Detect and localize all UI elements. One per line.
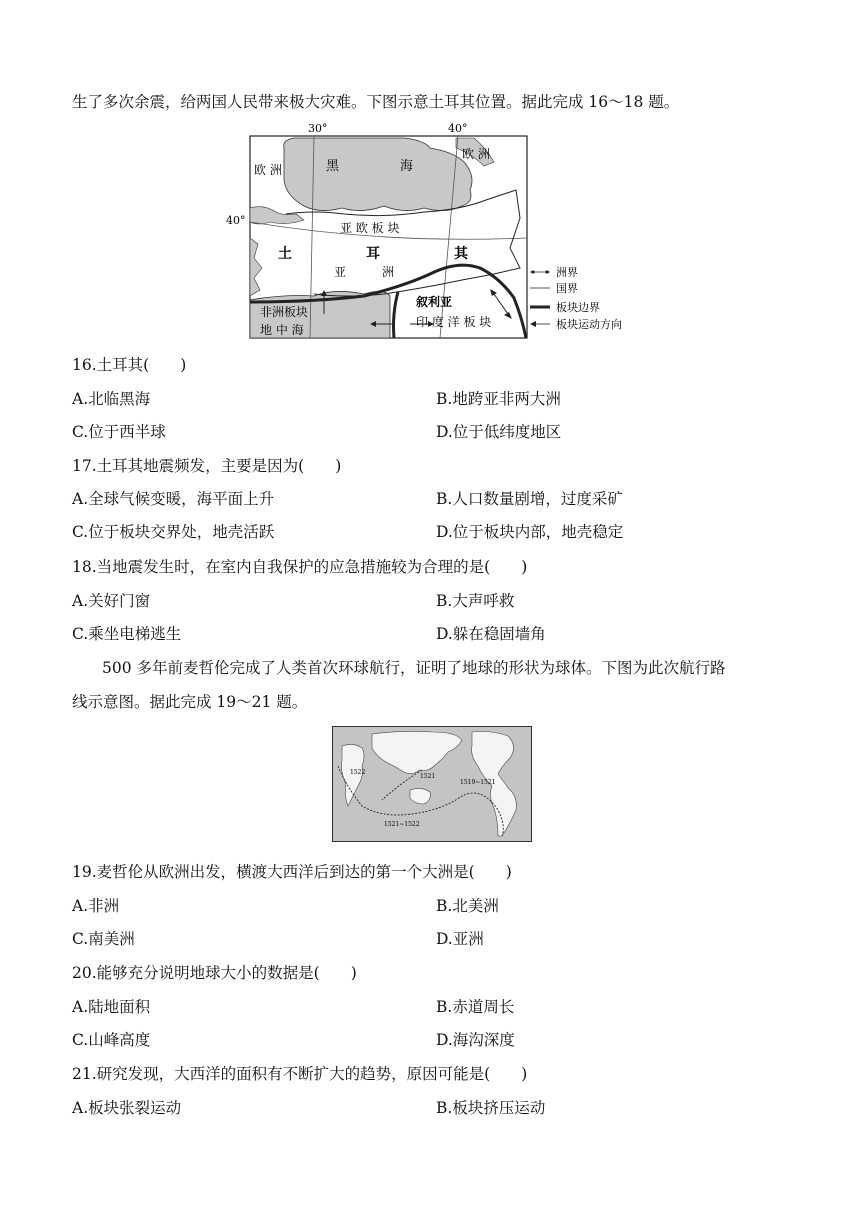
magellan-route-map: [332, 726, 532, 842]
q17-option-b: B.人口数量剧增，过度采矿: [436, 490, 623, 508]
er-label: 耳: [366, 246, 380, 262]
q16-stem: 16.土耳其( ): [72, 356, 187, 374]
q20-option-a: A.陆地面积: [72, 998, 151, 1016]
intro-text-1: 生了多次余震，给两国人民带来极大灾难。下图示意土耳其位置。据此完成 16～18 题。: [72, 93, 680, 111]
syria-label: 叙利亚: [416, 295, 453, 309]
q21-option-a: A.板块张裂运动: [72, 1099, 182, 1117]
ya-label: 亚: [334, 265, 347, 279]
intro-text-2b: 线示意图。据此完成 19～21 题。: [72, 693, 308, 711]
q19-option-a: A.非洲: [72, 897, 120, 915]
q20-stem: 20.能够充分说明地球大小的数据是( ): [72, 964, 357, 982]
q18-option-b: B.大声呼救: [436, 592, 515, 610]
q19-option-d: D.亚洲: [436, 930, 484, 948]
q17-stem: 17.土耳其地震频发，主要是因为( ): [72, 457, 342, 475]
route-label-1521: 1521: [420, 773, 436, 780]
qi-label: 其: [454, 246, 468, 262]
african-plate-label: 非洲板块: [260, 305, 309, 319]
q20-option-c: C.山峰高度: [72, 1031, 151, 1049]
q16-option-c: C.位于西半球: [72, 423, 166, 441]
q21-stem: 21.研究发现，大西洋的面积有不断扩大的趋势，原因可能是( ): [72, 1065, 528, 1083]
tu-label: 土: [278, 246, 292, 262]
q16-option-a: A.北临黑海: [72, 390, 151, 408]
legend-national-boundary: 国界: [556, 282, 578, 295]
route-label-1521b: 1521~1522: [384, 821, 420, 828]
q16-option-b: B.地跨亚非两大洲: [436, 390, 561, 408]
q19-stem: 19.麦哲伦从欧洲出发，横渡大西洋后到达的第一个大洲是( ): [72, 863, 512, 881]
q19-option-c: C.南美洲: [72, 930, 135, 948]
legend-continent-boundary: 洲界: [556, 266, 578, 279]
q19-option-b: B.北美洲: [436, 897, 499, 915]
indian-plate-label: 印 度 洋 板 块: [416, 315, 492, 329]
q20-option-d: D.海沟深度: [436, 1031, 515, 1049]
map-legend: [530, 266, 622, 331]
q18-option-a: A.关好门窗: [72, 592, 151, 610]
lon-40-label: 40°: [448, 122, 468, 135]
route-label-1522: 1522: [350, 769, 366, 776]
q18-option-d: D.躲在稳固墙角: [436, 625, 546, 643]
europe-right-label: 欧 洲: [462, 147, 490, 161]
turkey-map: [224, 118, 644, 344]
black-sea-label-2: 海: [400, 159, 414, 174]
mediterranean-label: 地 中 海: [260, 323, 304, 337]
lat-40-label: 40°: [226, 214, 246, 227]
zhou-label: 洲: [382, 265, 395, 279]
lon-30-label: 30°: [308, 122, 328, 135]
q17-option-d: D.位于板块内部，地壳稳定: [436, 523, 624, 541]
route-label-1519: 1519~1521: [460, 779, 496, 786]
q16-option-d: D.位于低纬度地区: [436, 423, 562, 441]
q17-option-c: C.位于板块交界处，地壳活跃: [72, 523, 275, 541]
black-sea-label-1: 黑: [326, 159, 340, 174]
eurasian-plate-label: 亚 欧 板 块: [340, 221, 400, 235]
q18-stem: 18.当地震发生时，在室内自我保护的应急措施较为合理的是( ): [72, 558, 528, 576]
q17-option-a: A.全球气候变暖，海平面上升: [72, 490, 275, 508]
legend-plate-motion: 板块运动方向: [556, 318, 622, 331]
intro-text-2a: 500 多年前麦哲伦完成了人类首次环球航行，证明了地球的形状为球体。下图为此次航行路: [102, 659, 726, 677]
q18-option-c: C.乘坐电梯逃生: [72, 625, 182, 643]
q21-option-b: B.板块挤压运动: [436, 1099, 546, 1117]
q20-option-b: B.赤道周长: [436, 998, 515, 1016]
legend-plate-boundary: 板块边界: [556, 301, 600, 314]
europe-left-label: 欧 洲: [254, 163, 282, 177]
